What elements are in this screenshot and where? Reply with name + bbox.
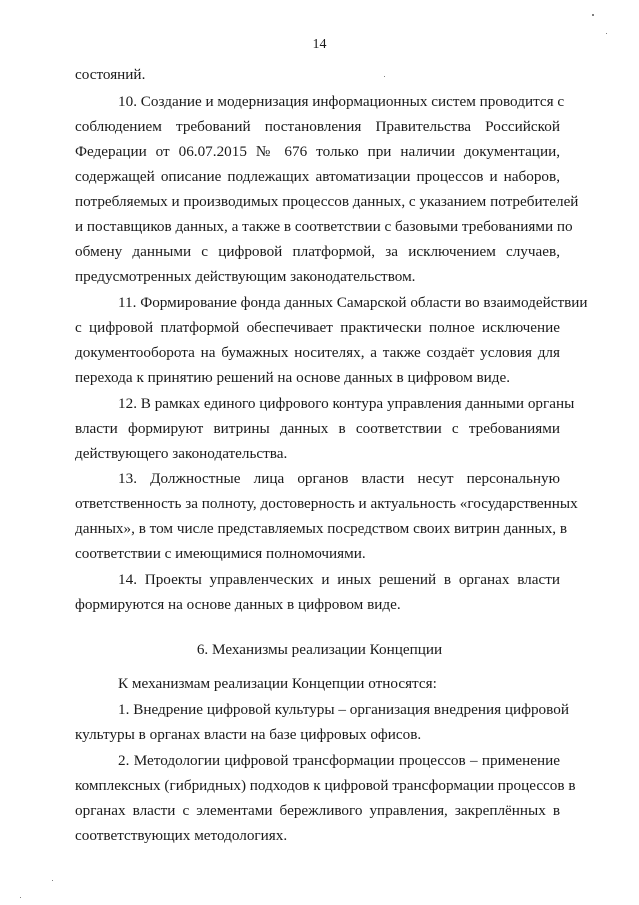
scan-speck [52, 880, 53, 881]
text-line: с цифровой платформой обеспечивает практически полное исключение [75, 319, 560, 336]
text-line: соответствии с имеющимися полномочиями. [75, 545, 366, 562]
text-line: действующего законодательства. [75, 445, 288, 462]
paragraph-11-first-line: 11. Формирование фонда данных Самарской области во взаимодействии [118, 294, 588, 311]
text-line: документооборота на бумажных носителях, а также создаёт условия для [75, 344, 560, 361]
paragraph-12-first-line: 12. В рамках единого цифрового контура управления данными органы [118, 395, 575, 412]
paragraph-14-first-line: 14. Проекты управленческих и иных решений в органах власти [118, 571, 560, 588]
text-line: органах власти с элементами бережливого управления, закреплённых в [75, 802, 560, 819]
scan-speck [20, 897, 21, 898]
scan-speck [384, 76, 385, 77]
paragraph-10-first-line: 10. Создание и модернизация информационных систем проводится с [118, 93, 565, 110]
section-heading: 6. Механизмы реализации Концепции [196, 641, 443, 658]
section-intro: К механизмам реализации Концепции относятся: [118, 675, 437, 692]
text-line: состояний. [75, 66, 146, 83]
text-line: и поставщиков данных, а также в соответствии с базовыми требованиями по [75, 218, 573, 235]
text-line: комплексных (гибридных) подходов к цифровой трансформации процессов в [75, 777, 576, 794]
text-line: предусмотренных действующим законодательством. [75, 268, 416, 285]
text-line: Федерации от 06.07.2015 № 676 только при наличии документации, [75, 143, 560, 160]
text-line: формируются на основе данных в цифровом виде. [75, 596, 401, 613]
text-line: потребляемых и производимых процессов данных, с указанием потребителей [75, 193, 579, 210]
text-line: власти формируют витрины данных в соответствии с требованиями [75, 420, 560, 437]
item-1-first-line: 1. Внедрение цифровой культуры – организация внедрения цифровой [118, 701, 569, 718]
text-line: перехода к принятию решений на основе данных в цифровом виде. [75, 369, 511, 386]
text-line: обмену данными с цифровой платформой, за исключением случаев, [75, 243, 560, 260]
scan-speck [606, 33, 607, 34]
item-2-first-line: 2. Методологии цифровой трансформации процессов – применение [118, 752, 560, 769]
page-number: 14 [312, 37, 327, 52]
text-line: соответствующих методологиях. [75, 827, 288, 844]
text-line: ответственность за полноту, достоверность и актуальность «государственных [75, 495, 578, 512]
paragraph-13-first-line: 13. Должностные лица органов власти несут персональную [118, 470, 560, 487]
text-line: данных», в том числе представляемых посредством своих витрин данных, в [75, 520, 568, 537]
text-line: соблюдением требований постановления Правительства Российской [75, 118, 560, 135]
text-line: содержащей описание подлежащих автоматизации процессов и наборов, [75, 168, 560, 185]
scan-speck [592, 14, 594, 16]
text-line: культуры в органах власти на базе цифровых офисов. [75, 726, 422, 743]
